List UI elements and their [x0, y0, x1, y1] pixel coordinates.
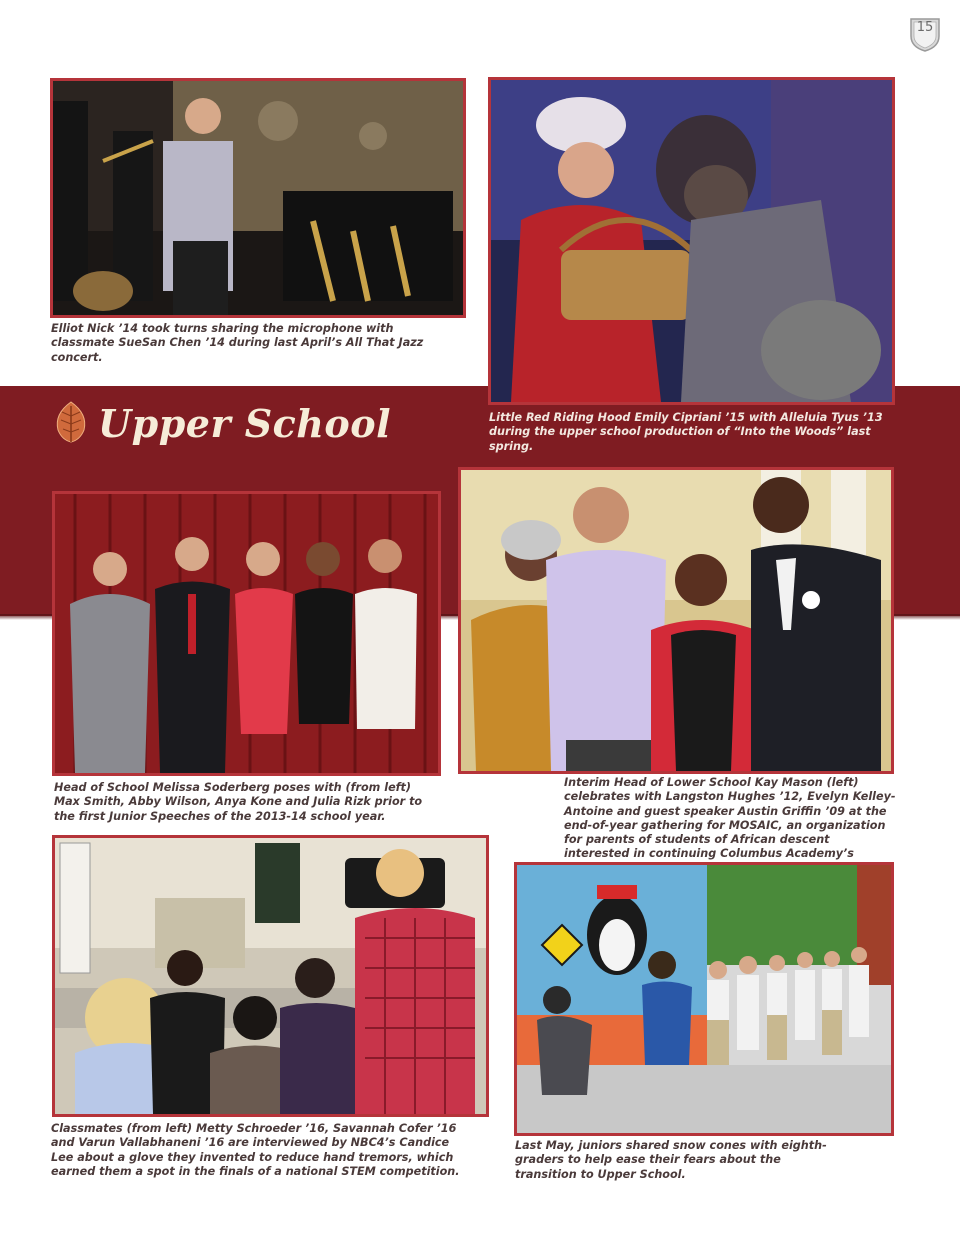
- section-title: Upper School: [98, 401, 392, 446]
- page-number: 15: [916, 20, 934, 35]
- caption-into-the-woods: Little Red Riding Hood Emily Cipriani ’15 with Alleluia Tyus ’13 during the upper school production of “Into the Woods” last spring.: [489, 411, 883, 453]
- caption-stem-interview: Classmates (from left) Metty Schroeder ’16, Savannah Cofer ’16 and Varun Vallabhaneni ’16 are interviewed by NBC4’s Candice Lee about a glove they invented to reduce hand tremors, which earned them a spot in the finals of a national STEM competition.: [51, 1122, 460, 1178]
- photo-into-the-woods: [488, 77, 895, 405]
- photo-snow-cones: [514, 862, 894, 1136]
- caption-junior-speeches: Head of School Melissa Soderberg poses with (from left) Max Smith, Abby Wilson, Anya Kone and Julia Rizk prior to the first Junior Speeches of the 2013-14 school year.: [54, 781, 423, 823]
- caption-mosaic-gathering: Interim Head of Lower School Kay Mason (left) celebrates with Langston Hughes ’12, Evelyn Kelley-Antoine and guest speaker Austin Griffin ’09 at the end-of-year gathering for MOSAIC, an organization for parents of students of African descent interested in continuing Columbus Academy’s: [564, 776, 896, 861]
- photo-mosaic-gathering: [458, 467, 894, 774]
- leaf-icon: [52, 400, 90, 444]
- photo-stem-interview: [52, 835, 489, 1117]
- caption-jazz-concert: Elliot Nick ’14 took turns sharing the microphone with classmate SueSan Chen ’14 during last April’s All That Jazz concert.: [51, 322, 424, 364]
- caption-snow-cones: Last May, juniors shared snow cones with eighth-graders to help ease their fears about the transition to Upper School.: [515, 1139, 827, 1181]
- photo-junior-speeches: [52, 491, 441, 776]
- photo-jazz-concert: [50, 78, 466, 318]
